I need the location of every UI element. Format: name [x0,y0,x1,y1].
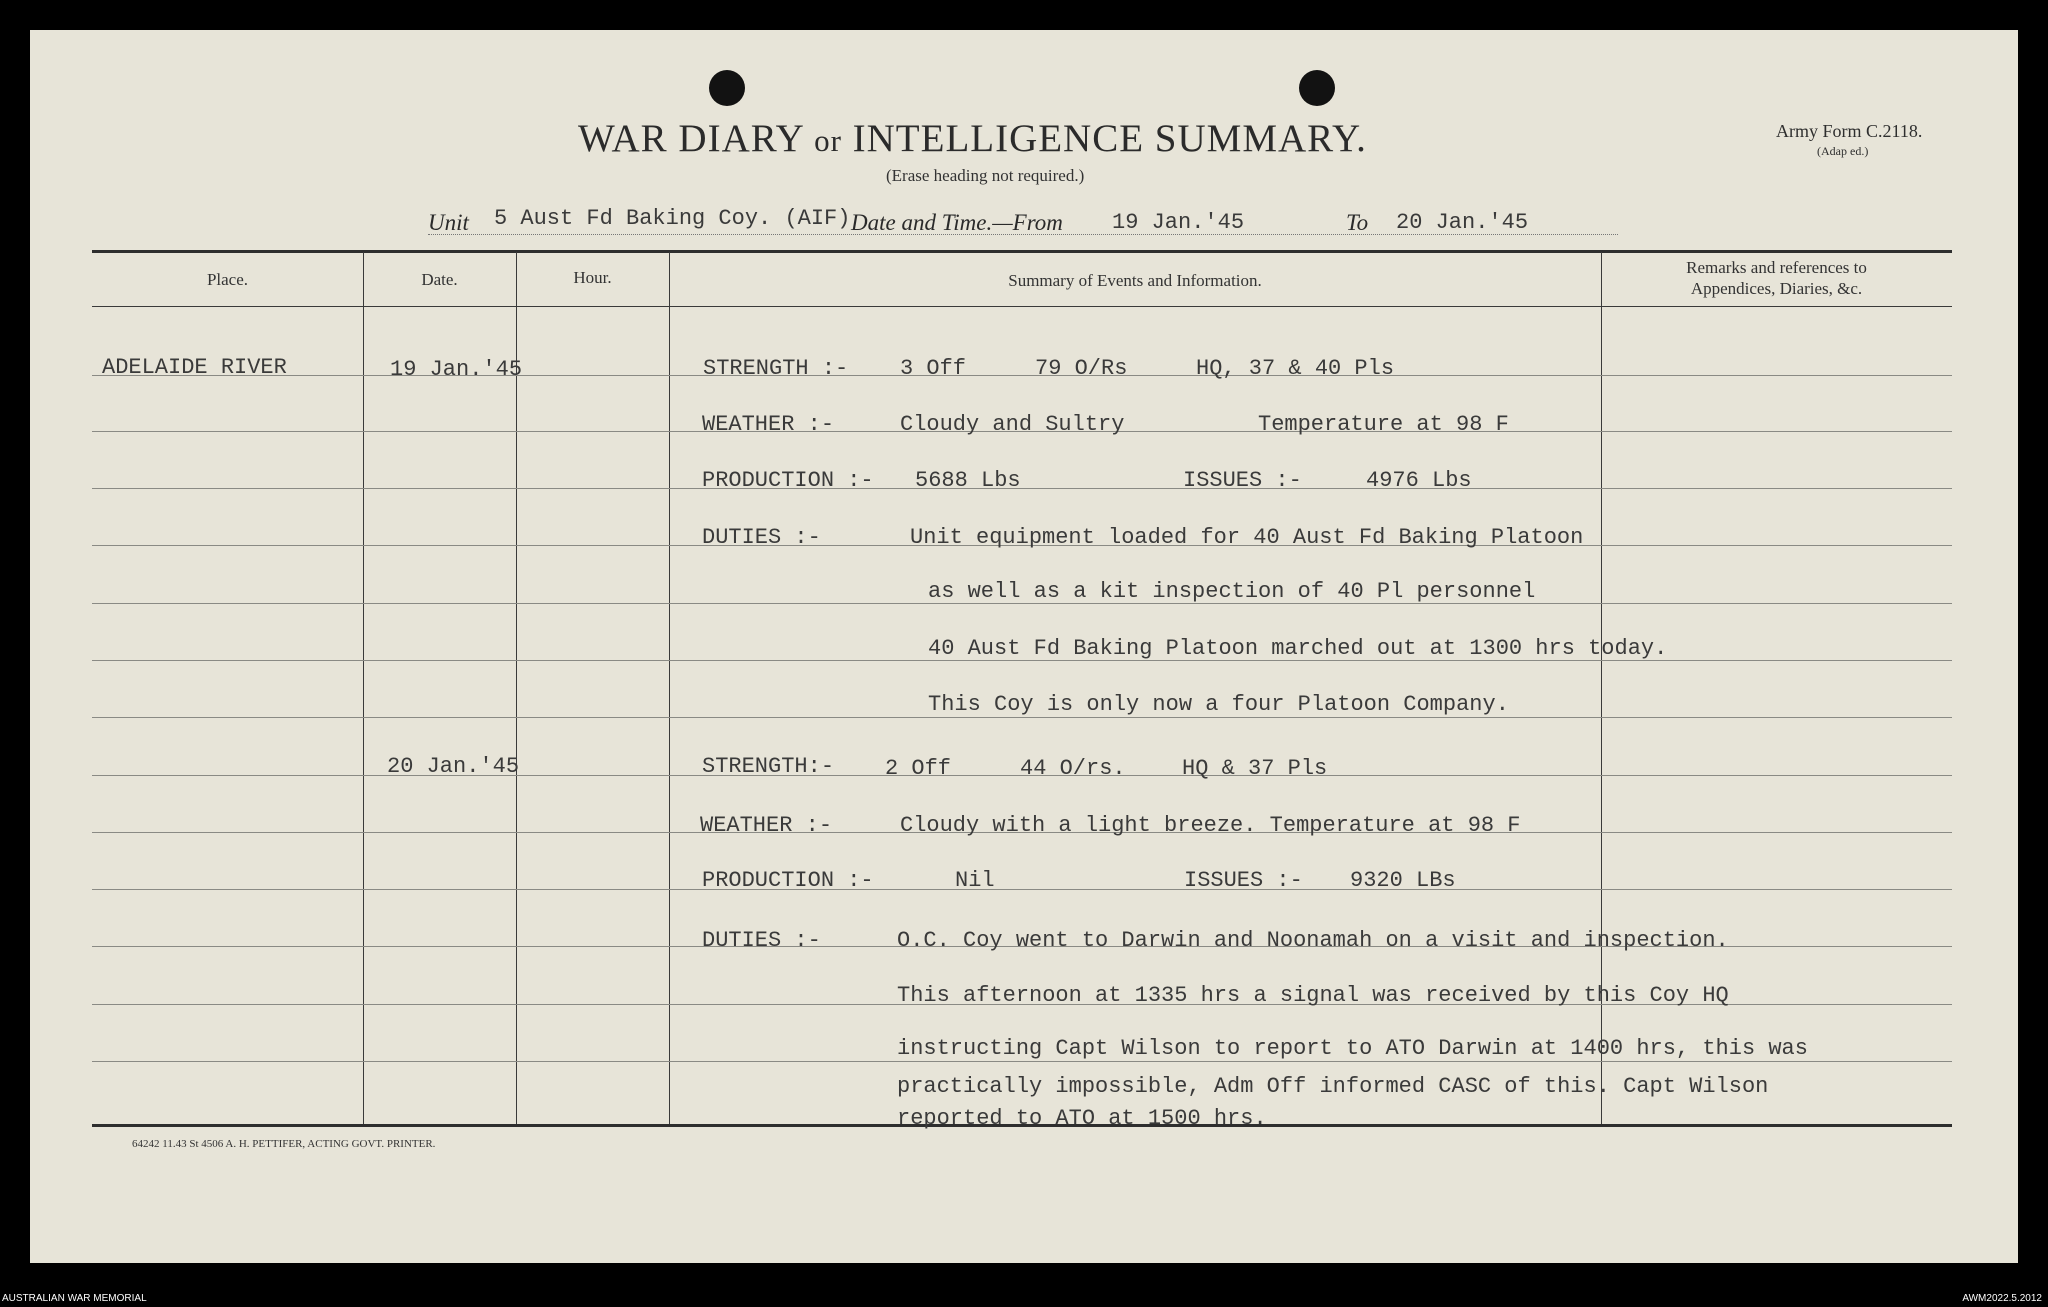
issues-value: 4976 Lbs [1366,468,1472,493]
issues-label: ISSUES :- [1184,868,1303,893]
strength-officers: 3 Off [900,356,967,381]
ruled-line [92,488,1952,489]
date-entry-1: 19 Jan.'45 [390,357,523,382]
weather-value: Cloudy with a light breeze. Temperature at 98 F [900,813,1521,838]
strength-other-ranks: 44 O/rs. [1020,756,1126,781]
production-label: PRODUCTION :- [702,868,874,893]
strength-label: STRENGTH:- [702,754,835,779]
duties-line: 40 Aust Fd Baking Platoon marched out at 1300 hrs today. [928,636,1668,661]
date-time-label: Date and Time.—From [851,210,1063,235]
header-date: Date. [421,270,458,289]
archive-caption-left: AUSTRALIAN WAR MEMORIAL [2,1293,147,1304]
duties-label: DUTIES :- [702,525,821,550]
from-date: 19 Jan.'45 [1112,210,1245,235]
production-value: Nil [955,868,995,893]
form-number: Army Form C.2118. [1776,121,1923,141]
production-value: 5688 Lbs [915,468,1021,493]
strength-label: STRENGTH :- [703,356,849,381]
strength-officers: 2 Off [885,756,952,781]
issues-value: 9320 LBs [1350,868,1456,893]
ruled-line [92,889,1952,890]
header-bottom-border [92,306,1952,307]
production-label: PRODUCTION :- [702,468,874,493]
duties-line: instructing Capt Wilson to report to ATO Darwin at 1400 hrs, this was [897,1036,1808,1061]
strength-platoons: HQ & 37 Pls [1182,756,1328,781]
date-entry-2: 20 Jan.'45 [387,754,520,779]
weather-label: WEATHER :- [702,412,835,437]
header-remarks: Remarks and references to Appendices, Diaries, &c. [1686,258,1867,298]
to-date: 20 Jan.'45 [1396,210,1529,235]
table-top-border [92,250,1952,253]
header-summary: Summary of Events and Information. [1008,271,1262,290]
weather-value: Cloudy and Sultry [900,412,1125,437]
issues-label: ISSUES :- [1183,468,1302,493]
erase-note: (Erase heading not required.) [886,166,1085,185]
ruled-line [92,375,1952,376]
form-title: WAR DIARY or INTELLIGENCE SUMMARY. [578,117,1367,160]
strength-other-ranks: 79 O/Rs [1035,356,1128,381]
duties-line: This afternoon at 1335 hrs a signal was received by this Coy HQ [897,983,1729,1008]
duties-label: DUTIES :- [702,928,821,953]
duties-line: Unit equipment loaded for 40 Aust Fd Baking Platoon [910,525,1584,550]
unit-label: Unit [428,210,469,235]
weather-label: WEATHER :- [700,813,833,838]
duties-line: reported to ATO at 1500 hrs. [897,1106,1267,1131]
unit-value: 5 Aust Fd Baking Coy. (AIF) [494,206,851,231]
weather-temperature: Temperature at 98 F [1258,412,1509,437]
header-hour: Hour. [573,268,612,287]
adap-note: (Adap ed.) [1817,144,1869,158]
strength-platoons: HQ, 37 & 40 Pls [1196,356,1395,381]
duties-line: This Coy is only now a four Platoon Company. [928,692,1509,717]
duties-line: O.C. Coy went to Darwin and Noonamah on a visit and inspection. [897,928,1729,953]
column-divider-hour [669,252,670,1124]
punch-hole-left [709,70,745,106]
header-place: Place. [206,270,249,289]
ruled-line [92,1061,1952,1062]
to-label: To [1346,210,1369,235]
place-entry: ADELAIDE RIVER [102,355,287,380]
archive-caption-right: AWM2022.5.2012 [1962,1293,2042,1304]
punch-hole-right [1299,70,1335,106]
duties-line: as well as a kit inspection of 40 Pl personnel [928,579,1536,604]
duties-line: practically impossible, Adm Off informed CASC of this. Capt Wilson [897,1074,1769,1099]
printer-imprint: 64242 11.43 St 4506 A. H. PETTIFER, ACTING GOVT. PRINTER. [132,1138,436,1150]
ruled-line [92,717,1952,718]
column-divider-place [363,252,364,1124]
column-divider-date [516,252,517,1124]
